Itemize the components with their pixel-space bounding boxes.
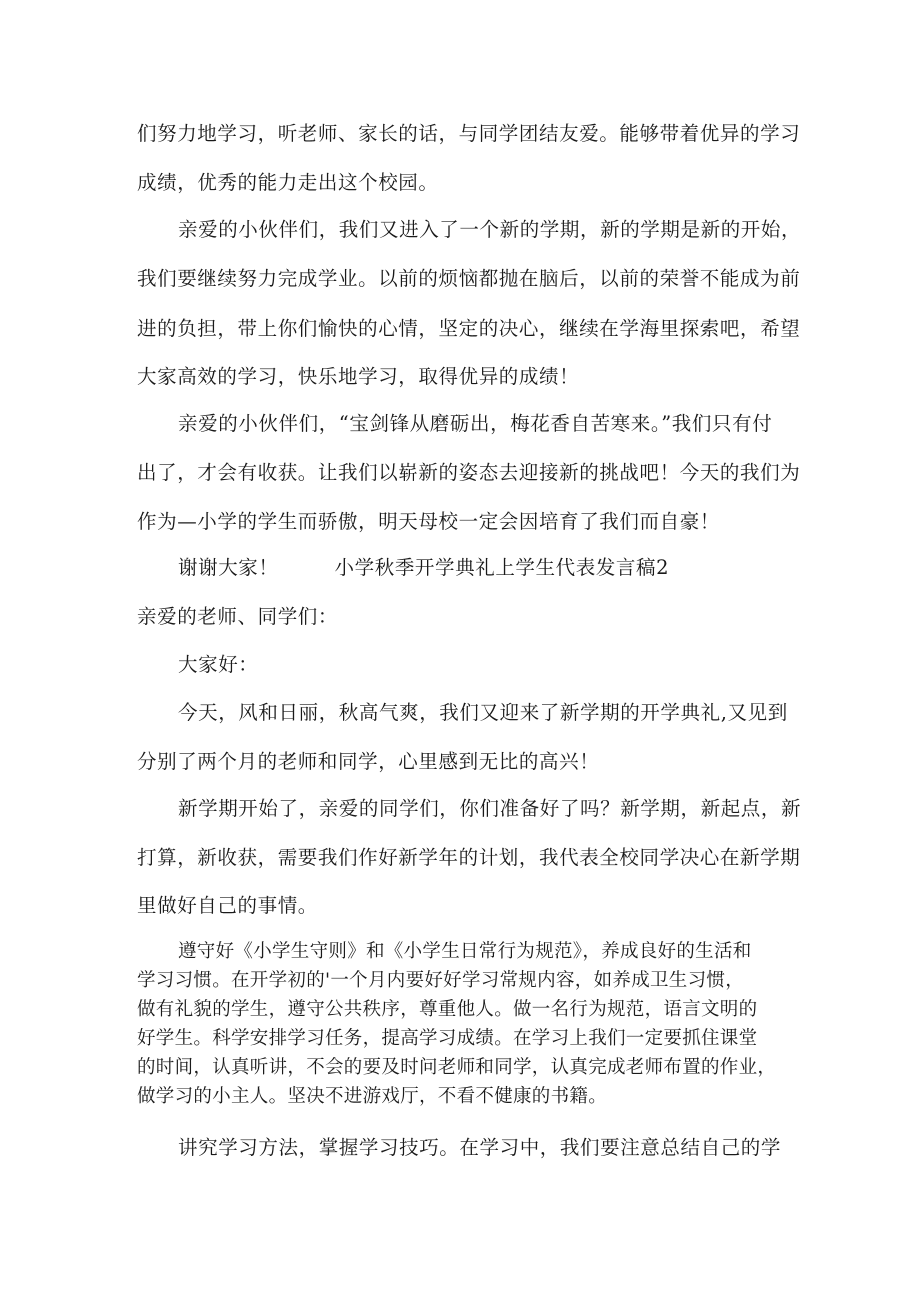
paragraph-2-line-1: 亲爱的小伙伴们，我们又进入了一个新的学期，新的学期是新的开始， bbox=[178, 218, 802, 241]
paragraph-2-line-4: 大家高效的学习，快乐地学习，取得优异的成绩！ bbox=[137, 365, 580, 388]
paragraph-1-line-1: 们努力地学习，听老师、家长的话，与同学团结友爱。能够带着优异的学习 bbox=[137, 122, 801, 145]
paragraph-5-line-2: 打算，新收获，需要我们作好新学年的计划，我代表全校同学决心在新学期 bbox=[137, 846, 801, 869]
paragraph-6-line-4: 好学生。科学安排学习任务，提高学习成绩。在学习上我们一定要抓住课堂 bbox=[137, 1028, 758, 1049]
paragraph-7-line-1: 讲究学习方法，掌握学习技巧。在学习中，我们要注意总结自己的学 bbox=[178, 1136, 782, 1159]
paragraph-4-line-1: 今天，风和日丽，秋高气爽，我们又迎来了新学期的开学典礼,又见到 bbox=[178, 701, 788, 724]
paragraph-3-line-1: 亲爱的小伙伴们，“宝剑锋从磨砺出，梅花香自苦寒来。”我们只有付 bbox=[178, 412, 773, 435]
closing-and-title-line bbox=[178, 556, 669, 580]
paragraph-5-line-3: 里做好自己的事情。 bbox=[137, 894, 318, 917]
paragraph-3-line-2: 出了，才会有收获。让我们以崭新的姿态去迎接新的挑战吧！今天的我们为 bbox=[137, 461, 801, 484]
paragraph-6-line-2: 学习习惯。在开学初的'一个月内要好好学习常规内容，如养成卫生习惯， bbox=[137, 970, 744, 991]
greeting: 大家好： bbox=[178, 653, 259, 676]
paragraph-5-line-1: 新学期开始了，亲爱的同学们，你们准备好了吗？新学期，新起点，新 bbox=[178, 797, 802, 820]
speech-2-title: 小学秋季开学典礼上学生代表发言稿2 bbox=[334, 556, 670, 579]
paragraph-2-line-2: 我们要继续努力完成学业。以前的烦恼都抛在脑后，以前的荣誉不能成为前 bbox=[137, 267, 801, 290]
paragraph-3-line-3: 作为—小学的学生而骄傲，明天母校一定会因培育了我们而自豪！ bbox=[137, 510, 720, 533]
salutation: 亲爱的老师、同学们： bbox=[137, 605, 339, 628]
paragraph-6-line-1: 遵守好《小学生守则》和《小学生日常行为规范》，养成良好的生活和 bbox=[178, 941, 752, 962]
paragraph-4-line-2: 分别了两个月的老师和同学，心里感到无比的高兴！ bbox=[137, 750, 600, 773]
paragraph-6-line-6: 做学习的小主人。坚决不进游戏厅，不看不健康的书籍。 bbox=[137, 1086, 608, 1107]
paragraph-1-line-2: 成绩，优秀的能力走出这个校园。 bbox=[137, 171, 439, 194]
paragraph-6-line-5: 的时间，认真听讲，不会的要及时问老师和同学，认真完成老师布置的作业， bbox=[137, 1057, 777, 1078]
paragraph-6-line-3: 做有礼貌的学生，遵守公共秩序，尊重他人。做一名行为规范，语言文明的 bbox=[137, 999, 758, 1020]
paragraph-2-line-3: 进的负担，带上你们愉快的心情，坚定的决心，继续在学海里探索吧，希望 bbox=[137, 317, 801, 340]
closing-thanks: 谢谢大家！ bbox=[178, 556, 279, 579]
